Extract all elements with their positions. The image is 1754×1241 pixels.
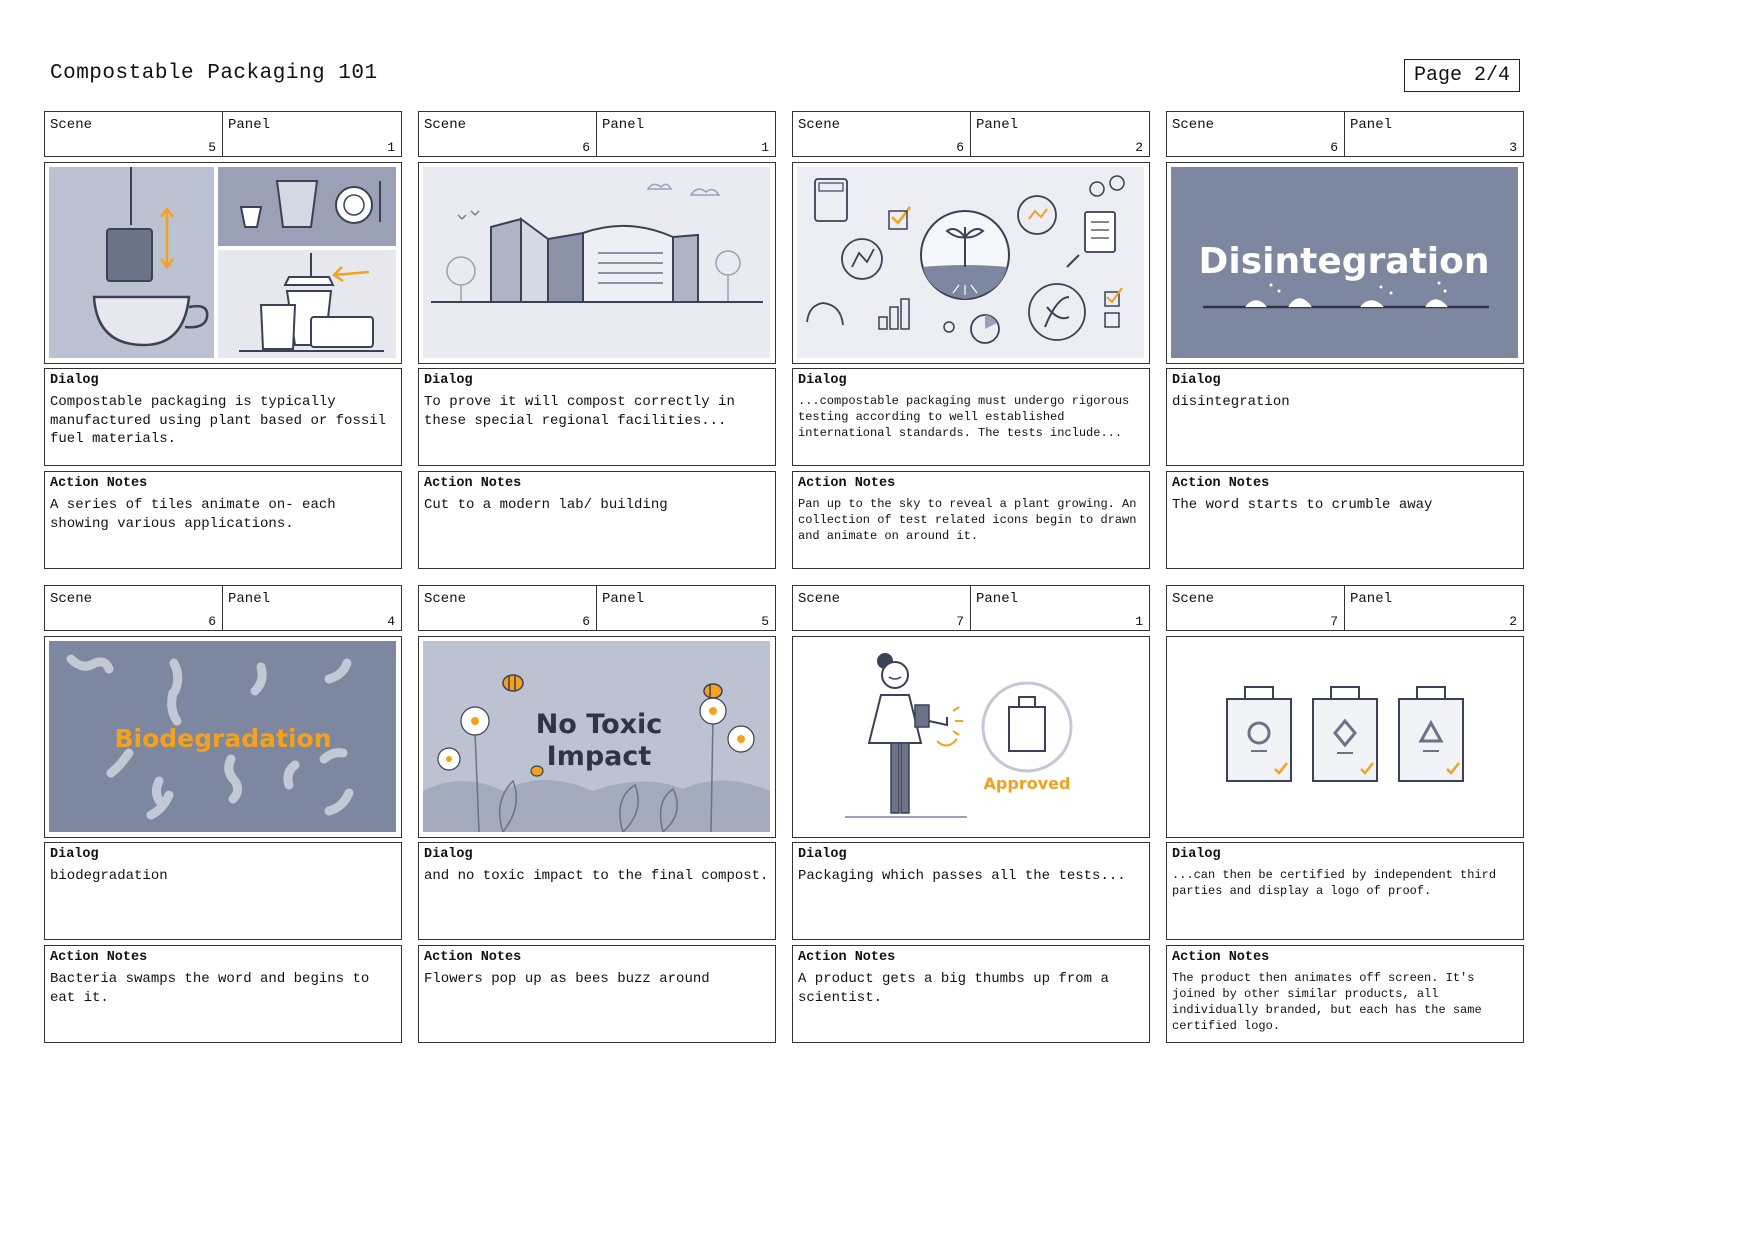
- action-notes-box: [1166, 945, 1524, 1043]
- dialog-text: Compostable packaging is typically manufactured using plant based or fossil fuel materials.: [50, 394, 395, 447]
- panel-number: 5: [761, 614, 769, 629]
- panel-label: Panel: [1350, 591, 1393, 607]
- scene-cell: [45, 586, 223, 630]
- teabag-icon: [107, 229, 152, 281]
- scene-number: 7: [1330, 614, 1338, 629]
- panel-number: 4: [387, 614, 395, 629]
- action-notes-heading: Action Notes: [424, 950, 522, 965]
- modern-lab-building-illustration: [423, 167, 770, 358]
- action-notes-text: Flowers pop up as bees buzz around: [424, 971, 710, 987]
- panel-header: [792, 111, 1150, 157]
- testing-icons-illustration: [797, 167, 1144, 358]
- scene-label: Scene: [424, 591, 467, 607]
- scene-cell: [1167, 586, 1345, 630]
- scene-number: 6: [582, 140, 590, 155]
- scene-number: 6: [1330, 140, 1338, 155]
- panel-label: Panel: [976, 117, 1019, 133]
- daisy-icon: [700, 698, 726, 724]
- panel-label: Panel: [602, 591, 645, 607]
- dialog-box: [792, 368, 1150, 466]
- page-number-badge: Page 2/4: [1404, 59, 1520, 92]
- scene-label: Scene: [798, 117, 841, 133]
- panel-label: Panel: [228, 591, 271, 607]
- checklist-icon: [1085, 212, 1115, 252]
- action-notes-text: Bacteria swamps the word and begins to eat it.: [50, 971, 378, 1006]
- scene-cell: [419, 112, 597, 156]
- action-notes-box: [418, 471, 776, 569]
- dialog-box: [792, 842, 1150, 940]
- panel-image-frame: [418, 636, 776, 838]
- dialog-box: [418, 842, 776, 940]
- storyboard-panel: [418, 111, 776, 569]
- dialog-text: Packaging which passes all the tests...: [798, 868, 1126, 884]
- panel-number: 3: [1509, 140, 1517, 155]
- scene-label: Scene: [424, 117, 467, 133]
- dialog-heading: Dialog: [798, 373, 847, 388]
- storyboard-panel: [1166, 111, 1524, 569]
- daisy-icon: [438, 748, 460, 770]
- dialog-heading: Dialog: [50, 373, 99, 388]
- dialog-heading: Dialog: [50, 847, 99, 862]
- panel-number: 1: [1135, 614, 1143, 629]
- scene-cell: [793, 112, 971, 156]
- panel-image-frame: [44, 636, 402, 838]
- bag-icon: [1009, 707, 1045, 751]
- panel-image-frame: [44, 162, 402, 364]
- scene-label: Scene: [50, 591, 93, 607]
- action-notes-text: The word starts to crumble away: [1172, 497, 1433, 513]
- action-notes-heading: Action Notes: [798, 476, 896, 491]
- scene-number: 7: [956, 614, 964, 629]
- panel-cell: [597, 112, 775, 156]
- approved-word: Approved: [983, 774, 1071, 793]
- daisy-icon: [461, 707, 489, 735]
- panel-header: [44, 111, 402, 157]
- certified-bags-illustration: [1171, 641, 1518, 832]
- action-notes-box: [44, 945, 402, 1043]
- storyboard-panel: [44, 111, 402, 569]
- dialog-box: [44, 842, 402, 940]
- bee-icon: [503, 675, 523, 691]
- panel-header: [44, 585, 402, 631]
- action-notes-heading: Action Notes: [1172, 476, 1270, 491]
- daisy-icon: [728, 726, 754, 752]
- panel-cell: [1345, 586, 1523, 630]
- action-notes-text: Pan up to the sky to reveal a plant growing. An collection of test related icons begin to drawn and animate on around it.: [798, 497, 1144, 543]
- panel-label: Panel: [976, 591, 1019, 607]
- clipboard-icon: [915, 705, 929, 727]
- action-notes-box: [418, 945, 776, 1043]
- panel-header: [792, 585, 1150, 631]
- dialog-box: [44, 368, 402, 466]
- no-toxic-impact-illustration: [423, 641, 770, 832]
- action-notes-heading: Action Notes: [1172, 950, 1270, 965]
- bag-diamond-logo-icon: [1313, 687, 1377, 781]
- storyboard-panel: [792, 585, 1150, 1043]
- dialog-text: and no toxic impact to the final compost.: [424, 868, 769, 884]
- scene-number: 6: [208, 614, 216, 629]
- building-icon: [491, 219, 521, 302]
- scene-label: Scene: [50, 117, 93, 133]
- scene-label: Scene: [1172, 117, 1215, 133]
- panel-number: 1: [387, 140, 395, 155]
- panel-number: 1: [761, 140, 769, 155]
- panel-cell: [597, 586, 775, 630]
- panel-label: Panel: [228, 117, 271, 133]
- panel-label: Panel: [602, 117, 645, 133]
- no-toxic-word: No Toxic: [535, 709, 663, 740]
- bin-icon: [277, 181, 317, 227]
- bee-icon: [531, 766, 543, 776]
- panel-number: 2: [1509, 614, 1517, 629]
- panel-image-frame: [792, 162, 1150, 364]
- impact-word: Impact: [546, 741, 652, 772]
- fries-box-icon: [261, 305, 295, 349]
- dialog-text: biodegradation: [50, 868, 168, 884]
- scene-number: 5: [208, 140, 216, 155]
- panel-image-frame: [418, 162, 776, 364]
- panel-cell: [223, 112, 401, 156]
- takeaway-box-icon: [311, 317, 373, 347]
- panel-image-frame: [1166, 636, 1524, 838]
- panel-header: [1166, 111, 1524, 157]
- action-notes-heading: Action Notes: [424, 476, 522, 491]
- action-notes-text: A series of tiles animate on- each showing various applications.: [50, 497, 345, 532]
- biodegradation-word: Biodegradation: [114, 724, 332, 753]
- action-notes-text: Cut to a modern lab/ building: [424, 497, 668, 513]
- bee-icon: [704, 684, 722, 698]
- storyboard-panel: [792, 111, 1150, 569]
- dialog-box: [1166, 842, 1524, 940]
- dialog-heading: Dialog: [1172, 373, 1221, 388]
- dialog-box: [418, 368, 776, 466]
- scene-number: 6: [582, 614, 590, 629]
- action-notes-text: The product then animates off screen. It's joined by other similar products, all individually branded, but each has the same certified logo.: [1172, 971, 1489, 1033]
- bag-circle-logo-icon: [1227, 687, 1291, 781]
- dialog-heading: Dialog: [798, 847, 847, 862]
- cup-pod-icon: [241, 207, 261, 227]
- plate-icon: [336, 187, 372, 223]
- dialog-heading: Dialog: [424, 847, 473, 862]
- disintegration-word: Disintegration: [1198, 241, 1490, 282]
- action-notes-heading: Action Notes: [50, 476, 148, 491]
- action-notes-box: [792, 471, 1150, 569]
- disintegration-illustration: [1171, 167, 1518, 358]
- panel-header: [418, 585, 776, 631]
- dialog-heading: Dialog: [424, 373, 473, 388]
- storyboard-panel: [1166, 585, 1524, 1043]
- action-notes-box: [1166, 471, 1524, 569]
- scientist-approval-illustration: [797, 641, 1144, 832]
- dialog-text: To prove it will compost correctly in these special regional facilities...: [424, 394, 744, 429]
- storyboard-panel: [44, 585, 402, 1043]
- scene-cell: [793, 586, 971, 630]
- panel-cell: [223, 586, 401, 630]
- bag-triangle-logo-icon: [1399, 687, 1463, 781]
- panel-image-frame: [792, 636, 1150, 838]
- biodegradation-illustration: [49, 641, 396, 832]
- scene-cell: [419, 586, 597, 630]
- packaging-applications-illustration: [49, 167, 396, 358]
- action-notes-heading: Action Notes: [50, 950, 148, 965]
- panel-number: 2: [1135, 140, 1143, 155]
- panel-header: [1166, 585, 1524, 631]
- panel-header: [418, 111, 776, 157]
- dialog-text: disintegration: [1172, 394, 1290, 410]
- action-notes-box: [44, 471, 402, 569]
- scene-label: Scene: [1172, 591, 1215, 607]
- storyboard-panel: [418, 585, 776, 1043]
- dialog-heading: Dialog: [1172, 847, 1221, 862]
- panel-cell: [971, 112, 1149, 156]
- scene-cell: [1167, 112, 1345, 156]
- panel-cell: [1345, 112, 1523, 156]
- dialog-text: ...compostable packaging must undergo rigorous testing according to well established international standards. The tests include...: [798, 394, 1137, 440]
- action-notes-text: A product gets a big thumbs up from a scientist.: [798, 971, 1118, 1006]
- panel-cell: [971, 586, 1149, 630]
- panel-image-frame: [1166, 162, 1524, 364]
- dialog-box: [1166, 368, 1524, 466]
- panel-label: Panel: [1350, 117, 1393, 133]
- scene-cell: [45, 112, 223, 156]
- scene-number: 6: [956, 140, 964, 155]
- action-notes-heading: Action Notes: [798, 950, 896, 965]
- action-notes-box: [792, 945, 1150, 1043]
- scene-label: Scene: [798, 591, 841, 607]
- document-title: Compostable Packaging 101: [50, 62, 378, 85]
- dialog-text: ...can then be certified by independent third parties and display a logo of proof.: [1172, 868, 1504, 898]
